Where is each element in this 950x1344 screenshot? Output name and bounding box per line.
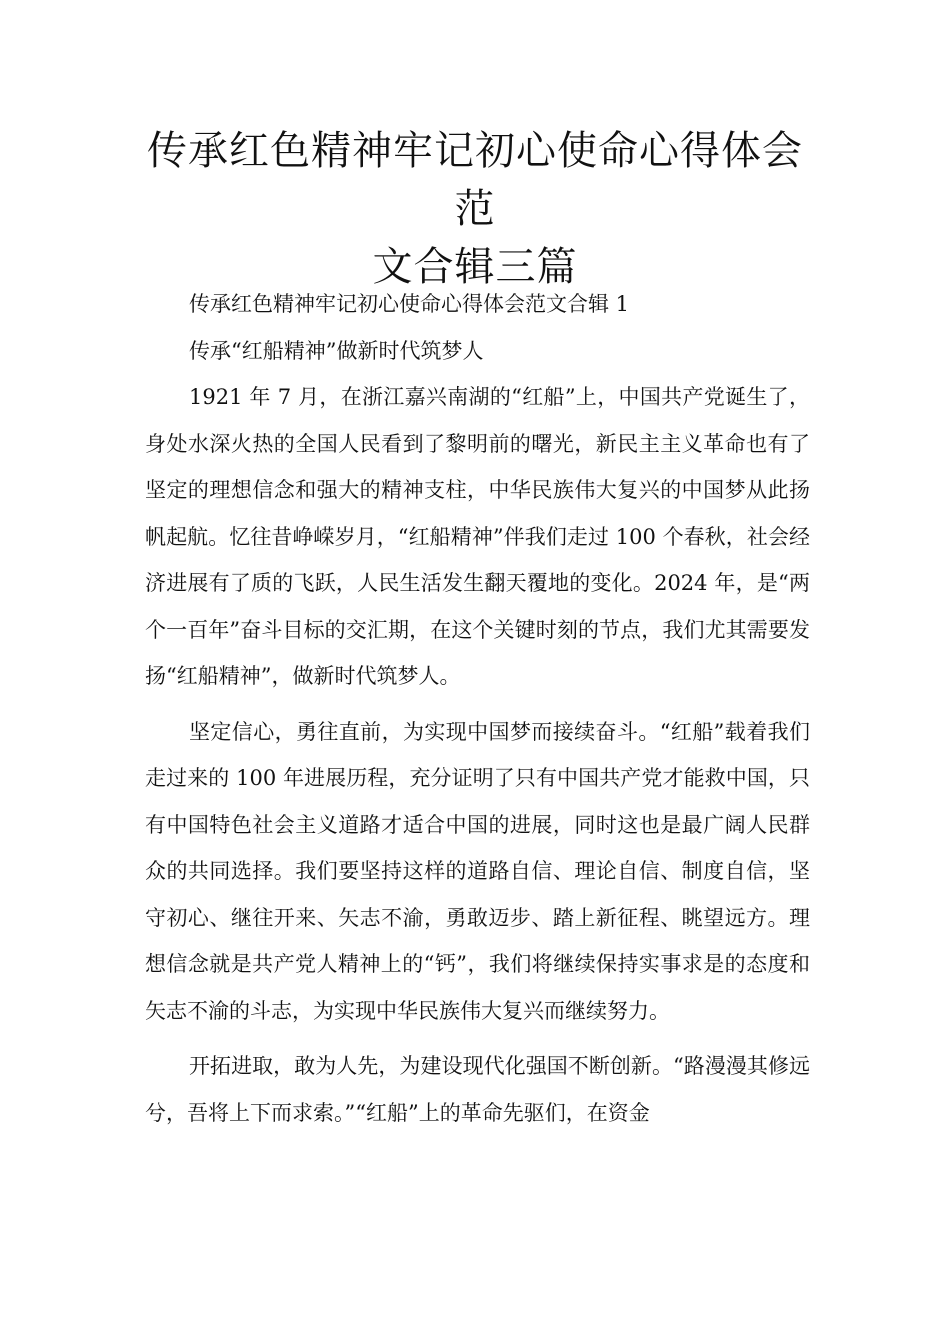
paragraph-1: 1921 年 7 月，在浙江嘉兴南湖的“红船”上，中国共产党诞生了，身处水深火热的全国人民看到了黎明前的曙光，新民主主义革命也有了坚定的理想信念和强大的精神支柱，中华民族伟大复兴的中国梦从此扬帆起航。忆往昔峥嵘岁月，“红船精神”伴我们走过 100 个春秋，社会经济进展有了质的飞跃，人民生活发生翻天覆地的变化。2024 年，是“两个一百年”奋斗目标的交汇期，在这个关键时刻的节点，我们尤其需要发扬“红船精神”，做新时代筑梦人。 xyxy=(145,385,810,688)
document-title xyxy=(140,122,810,296)
paragraph-3: 开拓进取，敢为人先，为建设现代化强国不断创新。“路漫漫其修远兮，吾将上下而求索。”“红船”上的革命先驱们，在资金 xyxy=(145,1054,810,1125)
article-title: 传承“红船精神”做新时代筑梦人 xyxy=(189,338,484,363)
document-body xyxy=(145,281,810,1136)
title-line-1: 传承红色精神牢记初心使命心得体会范 xyxy=(147,128,803,232)
subheading: 传承红色精神牢记初心使命心得体会范文合辑 1 xyxy=(189,292,630,316)
title-line-2: 文合辑三篇 xyxy=(372,244,578,290)
paragraph-2: 坚定信心，勇往直前，为实现中国梦而接续奋斗。“红船”载着我们走过来的 100 年进展历程，充分证明了只有中国共产党才能救中国，只有中国特色社会主义道路才适合中国的进展，同时这也是最广阔人民群众的共同选择。我们要坚持这样的道路自信、理论自信、制度自信，坚守初心、继往开来、矢志不渝，勇敢迈步、踏上新征程、眺望远方。理想信念就是共产党人精神上的“钙”，我们将继续保持实事求是的态度和矢志不渝的斗志，为实现中华民族伟大复兴而继续努力。 xyxy=(145,719,810,1023)
